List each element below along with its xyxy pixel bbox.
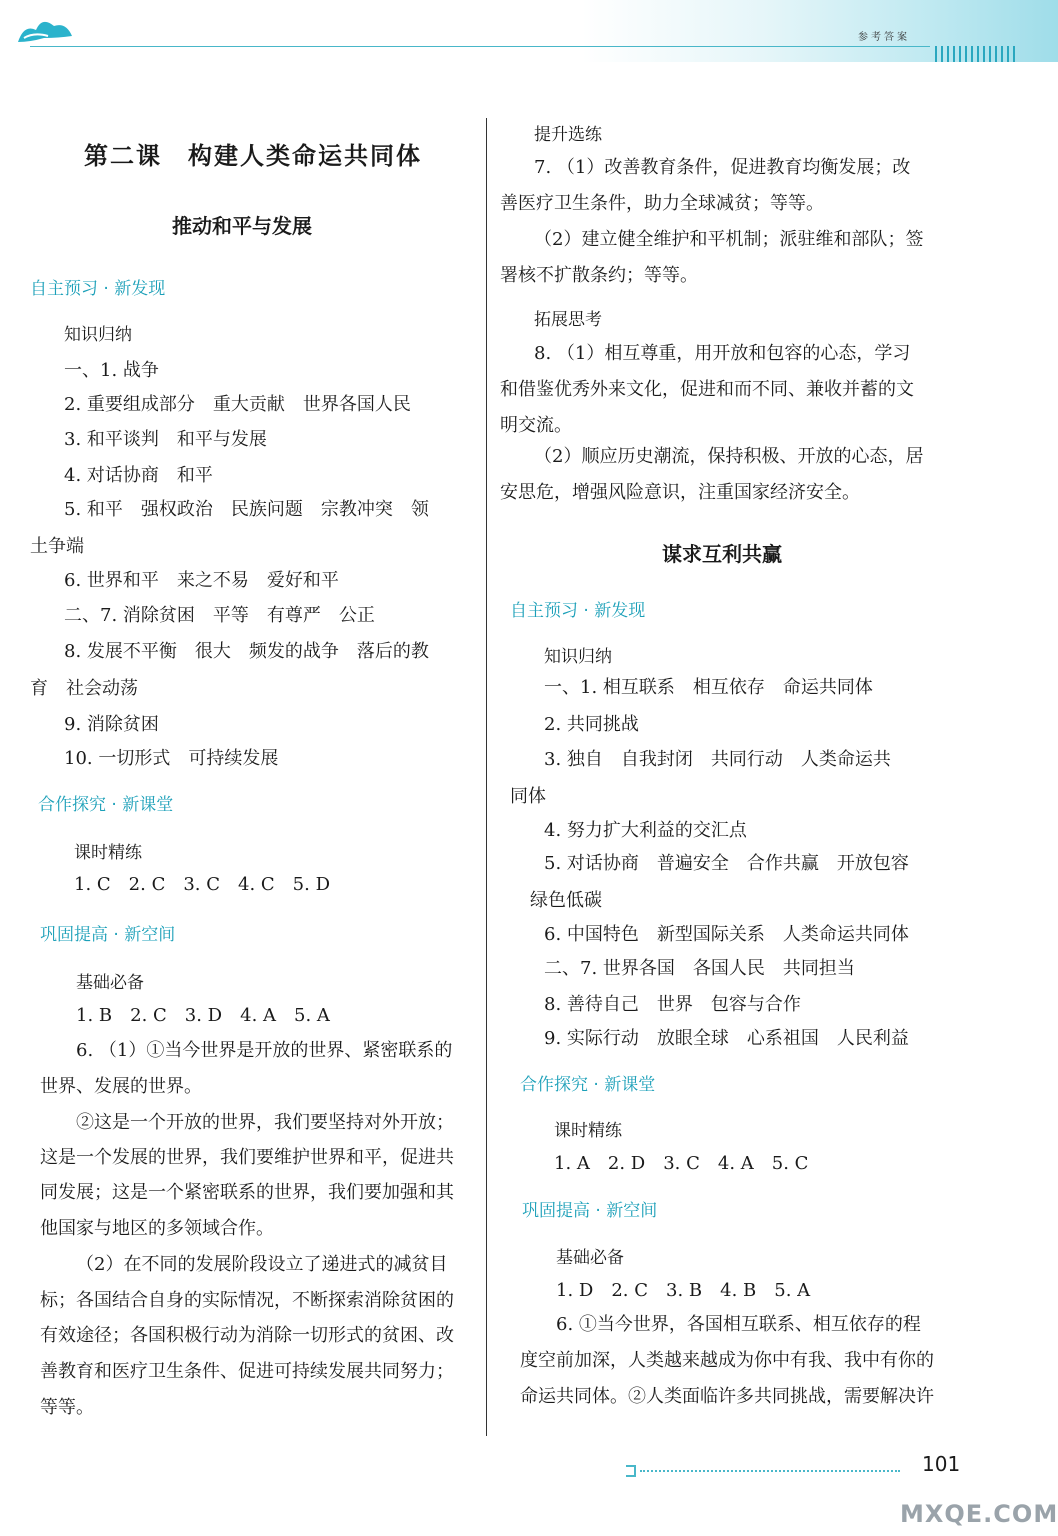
- left-line: 10. 一切形式 可持续发展: [64, 748, 279, 769]
- left-line: 2. 重要组成部分 重大贡献 世界各国人民: [64, 394, 411, 415]
- left-line: 6. （1）①当今世界是开放的世界、紧密联系的: [76, 1040, 453, 1061]
- left-line: 这是一个发展的世界，我们要维护世界和平，促进共: [40, 1147, 454, 1168]
- right-line: 二、7. 世界各国 各国人民 共同担当: [544, 958, 855, 979]
- left-topic-heading: 推动和平与发展: [172, 214, 312, 238]
- left-line: 3. 和平谈判 和平与发展: [64, 429, 267, 450]
- header-ticks: [935, 46, 1015, 62]
- right-line: 命运共同体。②人类面临许多共同挑战，需要解决许: [520, 1386, 934, 1407]
- right-line: 4. 努力扩大利益的交汇点: [544, 820, 747, 841]
- left-sub-basic: 基础必备: [76, 973, 144, 993]
- right-line: 3. 独自 自我封闭 共同行动 人类命运共: [544, 749, 891, 770]
- cloud-logo-icon: [14, 8, 78, 48]
- left-sub-practice: 课时精练: [74, 843, 142, 863]
- right-line: 9. 实际行动 放眼全球 心系祖国 人民利益: [544, 1028, 909, 1049]
- left-line: 9. 消除贫困: [64, 714, 159, 735]
- right-sub-basic: 基础必备: [556, 1248, 624, 1268]
- left-line: 6. 世界和平 来之不易 爱好和平: [64, 570, 339, 591]
- right-sub-advance: 提升选练: [534, 125, 602, 145]
- right-sub-expand: 拓展思考: [534, 310, 602, 330]
- right-section-consolidate: 巩固提高 · 新空间: [522, 1201, 658, 1221]
- left-line: 8. 发展不平衡 很大 频发的战争 落后的教: [64, 641, 429, 662]
- left-line: 标；各国结合自身的实际情况，不断探索消除贫困的: [40, 1290, 454, 1311]
- left-line: 5. 和平 强权政治 民族问题 宗教冲突 领: [64, 499, 429, 520]
- left-line: 有效途径；各国积极行动为消除一切形式的贫困、改: [40, 1325, 454, 1346]
- footer-dotted-rule: [640, 1470, 900, 1472]
- right-line: 安思危，增强风险意识，注重国家经济安全。: [500, 482, 860, 503]
- left-line: 世界、发展的世界。: [40, 1076, 202, 1097]
- right-line: 和借鉴优秀外来文化，促进和而不同、兼收并蓄的文: [500, 379, 914, 400]
- left-line: 一、1. 战争: [64, 360, 159, 381]
- watermark: MXQE.COM: [900, 1500, 1058, 1528]
- right-line: 6. 中国特色 新型国际关系 人类命运共同体: [544, 924, 909, 945]
- left-section-explore: 合作探究 · 新课堂: [38, 795, 174, 815]
- column-divider: [486, 118, 487, 1436]
- right-line: （2）建立健全维护和平机制；派驻维和部队；签: [534, 229, 924, 250]
- left-line: 他国家与地区的多领域合作。: [40, 1218, 274, 1239]
- left-line: 同发展；这是一个紧密联系的世界，我们要加强和其: [40, 1182, 454, 1203]
- right-line: 一、1. 相互联系 相互依存 命运共同体: [544, 677, 873, 698]
- right-line: 善医疗卫生条件，助力全球减贫；等等。: [500, 193, 824, 214]
- right-section-preview: 自主预习 · 新发现: [510, 601, 646, 621]
- left-line: ②这是一个开放的世界，我们要坚持对外开放；: [76, 1112, 454, 1133]
- left-line: （2）在不同的发展阶段设立了递进式的减贫目: [76, 1254, 448, 1275]
- left-line: 土争端: [30, 536, 84, 557]
- right-line: 同体: [510, 786, 546, 807]
- right-line: 7. （1）改善教育条件，促进教育均衡发展；改: [534, 157, 911, 178]
- left-answers-basic: 1. B 2. C 3. D 4. A 5. A: [76, 1005, 330, 1026]
- footer-bracket-icon: [626, 1465, 636, 1477]
- right-sub-practice: 课时精练: [554, 1121, 622, 1141]
- left-line: 4. 对话协商 和平: [64, 465, 213, 486]
- right-line: 2. 共同挑战: [544, 714, 639, 735]
- right-line: 明交流。: [500, 415, 572, 436]
- right-line: 署核不扩散条约；等等。: [500, 265, 698, 286]
- right-answers-basic: 1. D 2. C 3. B 4. B 5. A: [556, 1280, 811, 1301]
- header-rule: [30, 46, 930, 47]
- lesson-title: 第二课 构建人类命运共同体: [84, 141, 422, 170]
- left-line: 善教育和医疗卫生条件、促进可持续发展共同努力；: [40, 1361, 454, 1382]
- left-line: 等等。: [40, 1397, 94, 1418]
- right-line: 度空前加深，人类越来越成为你中有我、我中有你的: [520, 1350, 934, 1371]
- right-line: 绿色低碳: [530, 890, 602, 911]
- right-line: 8. 善待自己 世界 包容与合作: [544, 994, 801, 1015]
- right-line: 8. （1）相互尊重，用开放和包容的心态，学习: [534, 343, 911, 364]
- left-section-consolidate: 巩固提高 · 新空间: [40, 925, 176, 945]
- left-line: 育 社会动荡: [30, 678, 138, 699]
- left-section-preview: 自主预习 · 新发现: [30, 279, 166, 299]
- right-line: （2）顺应历史潮流，保持积极、开放的心态，居: [534, 446, 924, 467]
- left-sub-knowledge: 知识归纳: [64, 325, 132, 345]
- right-line: 5. 对话协商 普遍安全 合作共赢 开放包容: [544, 853, 909, 874]
- page-number: 101: [922, 1452, 961, 1476]
- left-answers-practice: 1. C 2. C 3. C 4. C 5. D: [74, 874, 330, 895]
- right-answers-practice: 1. A 2. D 3. C 4. A 5. C: [554, 1153, 809, 1174]
- header-title: 参考答案: [858, 32, 910, 43]
- right-section-explore: 合作探究 · 新课堂: [520, 1075, 656, 1095]
- right-sub-knowledge: 知识归纳: [544, 647, 612, 667]
- left-line: 二、7. 消除贫困 平等 有尊严 公正: [64, 605, 375, 626]
- right-topic-heading: 谋求互利共赢: [662, 542, 782, 566]
- right-line: 6. ①当今世界，各国相互联系、相互依存的程: [556, 1314, 921, 1335]
